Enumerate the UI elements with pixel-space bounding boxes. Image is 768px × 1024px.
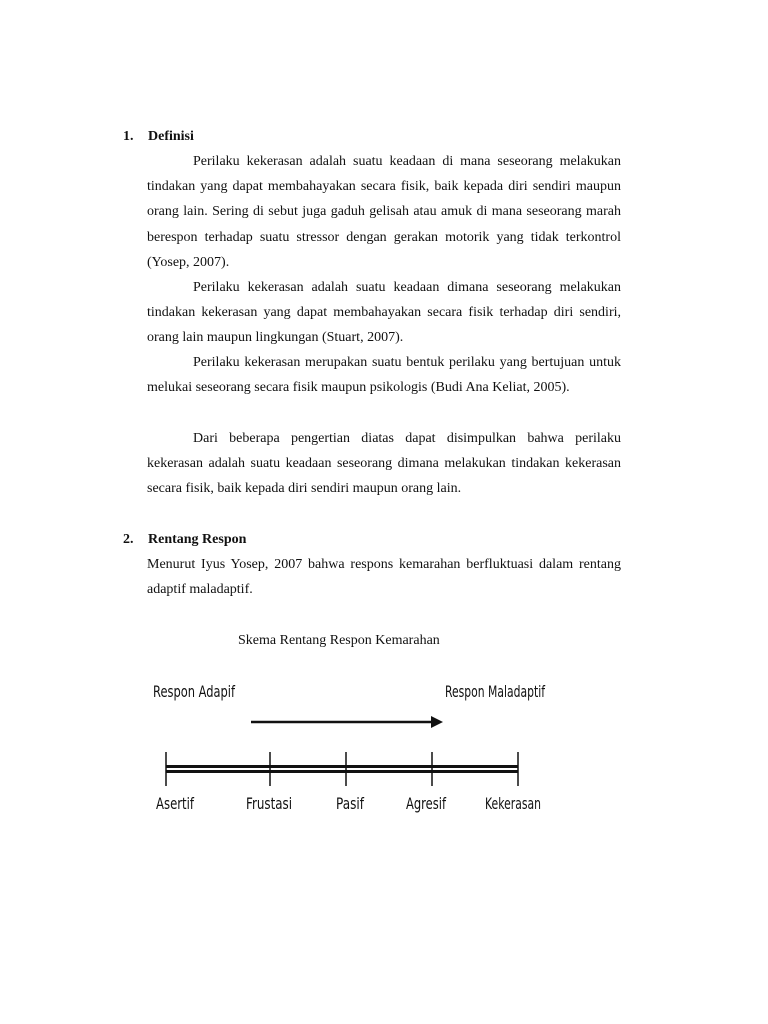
section-heading-rentang-respon: [123, 531, 246, 549]
response-range-diagram: [147, 665, 547, 823]
paragraph: Perilaku kekerasan adalah suatu keadaan dimana seseorang melakukan tindakan kekerasan yang dapat membahayakan secara fisik terhadap diri sendiri, orang lain maupun lingkungan (Stuart, 2007).: [147, 280, 621, 346]
section-number: 2.: [123, 532, 134, 547]
paragraph: Dari beberapa pengertian diatas dapat disimpulkan bahwa perilaku kekerasan adalah suatu keadaan seseorang dimana melakukan tindakan kekerasan secara fisik, baik kepada diri sendiri maupun orang lain.: [147, 431, 621, 497]
scale-label-frustasi: Frustasi: [246, 794, 292, 813]
section-heading-definisi: [123, 128, 194, 146]
figure-caption: Skema Rentang Respon Kemarahan: [238, 633, 440, 648]
scale-label-pasif: Pasif: [336, 794, 365, 813]
section-title: Definisi: [148, 129, 194, 144]
section-title: Rentang Respon: [148, 532, 247, 547]
right-label: Respon Maladaptif: [445, 682, 546, 701]
direction-arrow-head: [431, 716, 443, 728]
left-label: Respon Adapif: [153, 682, 236, 701]
paragraph: Menurut Iyus Yosep, 2007 bahwa respons kemarahan berfluktuasi dalam rentang adaptif maladaptif.: [147, 557, 621, 598]
response-range-figure: [147, 665, 547, 823]
paragraph: Perilaku kekerasan merupakan suatu bentuk perilaku yang bertujuan untuk melukai seseorang secara fisik maupun psikologis (Budi Ana Keliat, 2005).: [147, 355, 621, 396]
scale-label-agresif: Agresif: [406, 794, 447, 813]
section-number: 1.: [123, 129, 134, 144]
scale-label-kekerasan: Kekerasan: [485, 794, 541, 813]
scale-label-asertif: Asertif: [156, 794, 195, 813]
paragraph: Perilaku kekerasan adalah suatu keadaan di mana seseorang melakukan tindakan yang dapat membahayakan secara fisik, baik kepada diri sendiri maupun orang lain. Sering di sebut juga gaduh gelisah atau amuk di mana seseorang marah berespon terhadap suatu stressor dengan gerakan motorik yang tidak terkontrol (Yosep, 2007).: [147, 154, 621, 270]
